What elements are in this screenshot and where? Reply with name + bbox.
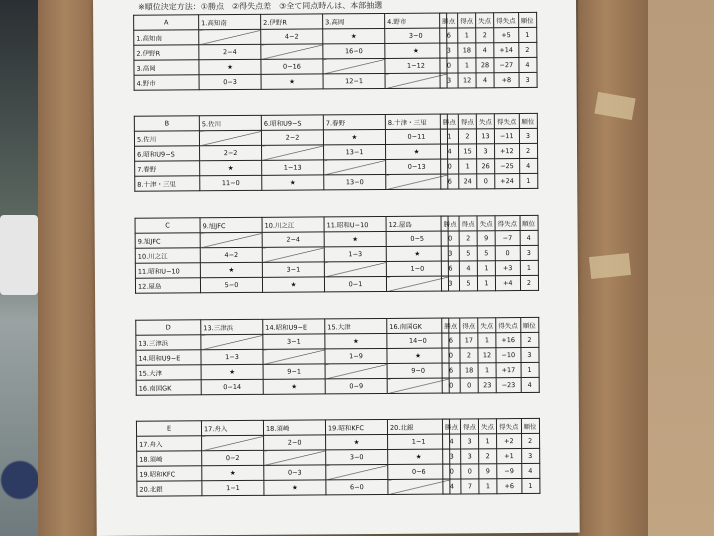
match-table bbox=[134, 114, 449, 192]
standings-cell: −9 bbox=[497, 464, 522, 479]
standings-cell: +1 bbox=[497, 449, 522, 464]
score-cell: ★ bbox=[386, 144, 448, 159]
score-cell: 12−1 bbox=[323, 73, 385, 88]
score-cell: 13−1 bbox=[324, 144, 386, 159]
team-row-label: 11.昭和U−10 bbox=[135, 263, 200, 278]
group-label: D bbox=[136, 320, 201, 335]
diagonal-cell bbox=[261, 44, 323, 59]
standings-table bbox=[440, 113, 538, 190]
standings-cell: +8 bbox=[494, 73, 519, 88]
standings-cell: 2 bbox=[459, 231, 477, 246]
score-cell: 0−3 bbox=[199, 74, 261, 89]
standings-cell: 12 bbox=[478, 348, 496, 363]
team-column-header: 17.舟入 bbox=[201, 420, 263, 435]
team-column-header: 12.屋島 bbox=[386, 216, 448, 231]
standings-header: 得点 bbox=[460, 419, 478, 434]
standings-cell: 1 bbox=[440, 129, 458, 144]
team-row-label: 19.昭和KFC bbox=[137, 466, 202, 481]
group-label: E bbox=[136, 421, 201, 436]
score-cell: 1−13 bbox=[262, 160, 324, 175]
score-cell: ★ bbox=[201, 364, 263, 379]
standings-header: 勝点 bbox=[440, 114, 458, 129]
standings-cell: 3 bbox=[520, 347, 538, 362]
standings-header: 失点 bbox=[478, 419, 496, 434]
standings-cell: 3 bbox=[461, 449, 479, 464]
standings-cell: 3 bbox=[443, 449, 461, 464]
team-row-label: 2.伊野R bbox=[134, 45, 199, 60]
score-cell: 13−0 bbox=[324, 174, 386, 189]
score-cell: ★ bbox=[202, 465, 264, 480]
score-cell: ★ bbox=[324, 231, 386, 246]
score-cell: ★ bbox=[326, 434, 388, 449]
score-cell: 1−9 bbox=[325, 348, 387, 363]
score-cell: 2−2 bbox=[200, 145, 262, 160]
standings-cell: −23 bbox=[496, 378, 521, 393]
standings-header: 得点 bbox=[458, 114, 476, 129]
standings-cell: +2 bbox=[497, 434, 522, 449]
standings-cell: 4 bbox=[518, 57, 536, 72]
standings-cell: 0 bbox=[495, 246, 520, 261]
standings-cell: 4 bbox=[476, 73, 494, 88]
standings-cell: 1 bbox=[519, 173, 537, 188]
team-row-label: 5.佐川 bbox=[134, 131, 199, 146]
diagonal-cell bbox=[199, 130, 261, 145]
standings-cell: 23 bbox=[478, 378, 496, 393]
standings-cell: +12 bbox=[495, 144, 520, 159]
standings-header: 順位 bbox=[518, 12, 536, 27]
score-cell: ★ bbox=[323, 129, 385, 144]
score-cell: ★ bbox=[264, 480, 326, 495]
standings-cell: +4 bbox=[495, 276, 520, 291]
team-row-label: 4.野市 bbox=[134, 75, 199, 90]
standings-cell: 15 bbox=[459, 144, 477, 159]
score-cell: 3−1 bbox=[262, 262, 324, 277]
standings-header: 順位 bbox=[520, 215, 538, 230]
standings-cell: 4 bbox=[519, 158, 537, 173]
standings-table bbox=[442, 418, 540, 495]
team-column-header: 10.川之江 bbox=[262, 217, 324, 232]
standings-cell: 0 bbox=[460, 378, 478, 393]
score-cell: 0−11 bbox=[385, 129, 447, 144]
standings-cell: 3 bbox=[441, 276, 459, 291]
standings-cell: 6 bbox=[441, 174, 459, 189]
standings-header: 順位 bbox=[520, 317, 538, 332]
group-label: A bbox=[134, 15, 199, 30]
standings-cell: 0 bbox=[442, 348, 460, 363]
standings-header: 失点 bbox=[476, 114, 494, 129]
score-cell: 2−4 bbox=[262, 232, 324, 247]
standings-cell: −10 bbox=[496, 348, 521, 363]
score-cell: 0−2 bbox=[202, 450, 264, 465]
standings-header: 得失点 bbox=[496, 318, 521, 333]
standings-header: 失点 bbox=[478, 318, 496, 333]
standings-header: 得失点 bbox=[496, 419, 521, 434]
standings-cell: 1 bbox=[459, 159, 477, 174]
diagonal-cell bbox=[264, 450, 326, 465]
diagonal-cell bbox=[263, 349, 325, 364]
standings-cell: 2 bbox=[458, 129, 476, 144]
standings-cell: 13 bbox=[476, 129, 494, 144]
standings-cell: 17 bbox=[460, 333, 478, 348]
standings-cell: 28 bbox=[476, 58, 494, 73]
standings-cell: 1 bbox=[521, 362, 539, 377]
score-cell: 6−0 bbox=[326, 479, 388, 494]
group-section bbox=[135, 216, 536, 294]
match-table bbox=[133, 13, 448, 91]
score-cell: 3−1 bbox=[263, 334, 325, 349]
score-cell: 0−9 bbox=[325, 378, 387, 393]
standings-cell: +6 bbox=[497, 479, 522, 494]
score-cell: 0−16 bbox=[261, 59, 323, 74]
standings-cell: 2 bbox=[520, 275, 538, 290]
team-row-label: 16.南国GK bbox=[136, 380, 201, 395]
match-table bbox=[136, 419, 451, 497]
standings-cell: 2 bbox=[460, 348, 478, 363]
team-row-label: 6.昭和U9−S bbox=[135, 146, 200, 161]
team-column-header: 1.高知南 bbox=[199, 14, 261, 29]
standings-cell: −7 bbox=[495, 231, 520, 246]
standings-cell: 9 bbox=[479, 464, 497, 479]
score-cell: 0−14 bbox=[201, 379, 263, 394]
score-cell: 1−1 bbox=[388, 434, 450, 449]
standings-cell: 4 bbox=[476, 43, 494, 58]
group-section bbox=[135, 318, 536, 396]
group-label: B bbox=[134, 116, 199, 131]
standings-cell: 6 bbox=[441, 261, 459, 276]
score-cell: 2−0 bbox=[264, 435, 326, 450]
score-cell: 4−2 bbox=[200, 247, 262, 262]
standings-cell: 3 bbox=[519, 72, 537, 87]
standings-cell: 1 bbox=[520, 260, 538, 275]
score-cell: ★ bbox=[387, 348, 449, 363]
score-cell: 1−12 bbox=[385, 58, 447, 73]
score-cell: 0−5 bbox=[386, 231, 448, 246]
score-cell: ★ bbox=[200, 262, 262, 277]
score-cell: ★ bbox=[199, 59, 261, 74]
diagonal-cell bbox=[325, 363, 387, 378]
bracket-sheet bbox=[93, 0, 580, 536]
standings-header: 勝点 bbox=[442, 419, 460, 434]
standings-cell: +14 bbox=[494, 43, 519, 58]
parked-car bbox=[0, 215, 38, 295]
score-cell: 0−3 bbox=[264, 465, 326, 480]
group-section bbox=[133, 13, 534, 91]
standings-cell: 2 bbox=[518, 42, 536, 57]
team-column-header: 11.昭和U−10 bbox=[324, 216, 386, 231]
standings-header: 順位 bbox=[519, 113, 537, 128]
standings-cell: 0 bbox=[461, 464, 479, 479]
standings-cell: 1 bbox=[477, 261, 495, 276]
standings-cell: 1 bbox=[479, 479, 497, 494]
diagonal-cell bbox=[386, 174, 448, 189]
score-cell: 16−0 bbox=[323, 43, 385, 58]
standings-table bbox=[441, 215, 539, 292]
standings-cell: 0 bbox=[442, 378, 460, 393]
team-column-header: 19.昭和KFC bbox=[325, 419, 387, 434]
standings-cell: 0 bbox=[441, 231, 459, 246]
standings-header: 得点 bbox=[459, 216, 477, 231]
standings-cell: −25 bbox=[495, 159, 520, 174]
standings-header: 得点 bbox=[460, 318, 478, 333]
diagonal-cell bbox=[262, 145, 324, 160]
standings-cell: 1 bbox=[458, 58, 476, 73]
standings-cell: 2 bbox=[476, 28, 494, 43]
team-column-header: 16.南国GK bbox=[387, 318, 449, 333]
standings-cell: 18 bbox=[458, 43, 476, 58]
score-cell: ★ bbox=[263, 379, 325, 394]
team-column-header: 9.旭JFC bbox=[200, 217, 262, 232]
standings-header: 勝点 bbox=[442, 318, 460, 333]
standings-cell: 3 bbox=[521, 448, 539, 463]
standings-cell: 1 bbox=[518, 27, 536, 42]
score-cell: 1−0 bbox=[386, 261, 448, 276]
standings-cell: −27 bbox=[494, 58, 519, 73]
team-row-label: 13.三津浜 bbox=[136, 335, 201, 350]
standings-cell: 3 bbox=[440, 73, 458, 88]
standings-cell: 5 bbox=[477, 246, 495, 261]
score-cell: 2−4 bbox=[199, 44, 261, 59]
score-cell: ★ bbox=[386, 246, 448, 261]
standings-cell: 2 bbox=[519, 143, 537, 158]
team-column-header: 6.昭和U9−S bbox=[261, 115, 323, 130]
team-row-label: 9.旭JFC bbox=[135, 233, 200, 248]
standings-header: 得失点 bbox=[494, 114, 519, 129]
standings-cell: 3 bbox=[441, 246, 459, 261]
standings-cell: 3 bbox=[440, 43, 458, 58]
standings-cell: 4 bbox=[459, 261, 477, 276]
standings-cell: 2 bbox=[521, 433, 539, 448]
standings-cell: 4 bbox=[520, 230, 538, 245]
group-section bbox=[136, 419, 537, 497]
score-cell: 0−13 bbox=[386, 159, 448, 174]
diagonal-cell bbox=[262, 247, 324, 262]
score-cell: ★ bbox=[262, 175, 324, 190]
score-cell: ★ bbox=[388, 449, 450, 464]
score-cell: 14−0 bbox=[387, 333, 449, 348]
standings-cell: 3 bbox=[520, 245, 538, 260]
standings-header: 得点 bbox=[458, 13, 476, 28]
diagonal-cell bbox=[201, 334, 263, 349]
group-section bbox=[134, 114, 535, 192]
standings-cell: 6 bbox=[440, 28, 458, 43]
standings-header: 順位 bbox=[521, 418, 539, 433]
team-row-label: 12.屋島 bbox=[135, 278, 200, 293]
standings-header: 勝点 bbox=[440, 13, 458, 28]
standings-cell: 0 bbox=[477, 174, 495, 189]
standings-table bbox=[441, 317, 539, 394]
standings-cell: 0 bbox=[441, 159, 459, 174]
diagonal-cell bbox=[200, 232, 262, 247]
score-cell: 11−0 bbox=[200, 175, 262, 190]
standings-cell: 1 bbox=[479, 434, 497, 449]
score-cell: 3−0 bbox=[326, 449, 388, 464]
standings-cell: 5 bbox=[459, 246, 477, 261]
diagonal-cell bbox=[202, 435, 264, 450]
match-table bbox=[135, 216, 450, 294]
diagonal-cell bbox=[388, 479, 450, 494]
standings-cell: +17 bbox=[496, 363, 521, 378]
group-label: C bbox=[135, 218, 200, 233]
team-column-header: 3.高岡 bbox=[323, 13, 385, 28]
standings-cell: 12 bbox=[458, 73, 476, 88]
score-cell: 1−3 bbox=[324, 246, 386, 261]
score-cell: 2−2 bbox=[261, 130, 323, 145]
standings-header: 失点 bbox=[477, 216, 495, 231]
standings-cell: 24 bbox=[459, 174, 477, 189]
standings-cell: 0 bbox=[443, 464, 461, 479]
score-cell: 9−0 bbox=[387, 363, 449, 378]
standings-header: 勝点 bbox=[441, 216, 459, 231]
standings-header: 失点 bbox=[476, 13, 494, 28]
score-cell: 1−3 bbox=[201, 349, 263, 364]
team-column-header: 20.北銀 bbox=[387, 419, 449, 434]
standings-cell: +3 bbox=[495, 261, 520, 276]
diagonal-cell bbox=[199, 29, 261, 44]
standings-cell: 1 bbox=[458, 28, 476, 43]
team-column-header: 5.佐川 bbox=[199, 115, 261, 130]
standings-cell: 3 bbox=[519, 128, 537, 143]
standings-cell: 3 bbox=[477, 144, 495, 159]
score-cell: 4−2 bbox=[261, 29, 323, 44]
standings-header: 得失点 bbox=[494, 13, 519, 28]
standings-cell: 26 bbox=[477, 159, 495, 174]
score-cell: ★ bbox=[325, 333, 387, 348]
team-row-label: 1.高知南 bbox=[134, 30, 199, 45]
standings-cell: −11 bbox=[494, 129, 519, 144]
standings-cell: 6 bbox=[442, 333, 460, 348]
standings-cell: +24 bbox=[495, 174, 520, 189]
team-row-label: 3.高岡 bbox=[134, 60, 199, 75]
standings-header: 得失点 bbox=[495, 216, 520, 231]
diagonal-cell bbox=[387, 378, 449, 393]
standings-cell: 4 bbox=[521, 463, 539, 478]
standings-cell: 2 bbox=[479, 449, 497, 464]
team-column-header: 4.野市 bbox=[385, 13, 447, 28]
diagonal-cell bbox=[324, 159, 386, 174]
standings-cell: 7 bbox=[461, 479, 479, 494]
diagonal-cell bbox=[386, 276, 448, 291]
standings-cell: 0 bbox=[440, 58, 458, 73]
standings-cell: 18 bbox=[460, 363, 478, 378]
score-cell: 3−0 bbox=[385, 28, 447, 43]
team-row-label: 8.十津・三里 bbox=[135, 176, 200, 191]
ranking-rule-note: ※順位決定方法：①勝点 ②得失点差 ③全て同点時んは、本部抽選 bbox=[138, 0, 383, 12]
team-row-label: 7.春野 bbox=[135, 161, 200, 176]
diagonal-cell bbox=[324, 261, 386, 276]
standings-cell: 1 bbox=[521, 478, 539, 493]
team-column-header: 14.昭和U9−E bbox=[263, 319, 325, 334]
match-table bbox=[135, 318, 450, 396]
score-cell: 9−1 bbox=[263, 364, 325, 379]
team-column-header: 8.十津・三里 bbox=[385, 114, 447, 129]
team-row-label: 20.北銀 bbox=[137, 481, 202, 496]
team-row-label: 14.昭和U9−E bbox=[136, 350, 201, 365]
team-row-label: 17.舟入 bbox=[137, 436, 202, 451]
standings-cell: 6 bbox=[442, 363, 460, 378]
standings-cell: 3 bbox=[461, 434, 479, 449]
standings-cell: 2 bbox=[520, 332, 538, 347]
score-cell: 0−1 bbox=[324, 276, 386, 291]
standings-cell: +16 bbox=[496, 333, 521, 348]
team-row-label: 15.大津 bbox=[136, 365, 201, 380]
score-cell: ★ bbox=[200, 160, 262, 175]
standings-cell: 5 bbox=[459, 276, 477, 291]
team-column-header: 18.須崎 bbox=[263, 420, 325, 435]
score-cell: ★ bbox=[385, 43, 447, 58]
standings-cell: 4 bbox=[441, 144, 459, 159]
team-column-header: 2.伊野R bbox=[261, 14, 323, 29]
score-cell: 0−6 bbox=[388, 464, 450, 479]
score-cell: ★ bbox=[323, 28, 385, 43]
team-column-header: 13.三津浜 bbox=[201, 319, 263, 334]
team-column-header: 15.大津 bbox=[325, 318, 387, 333]
diagonal-cell bbox=[326, 464, 388, 479]
standings-cell: 4 bbox=[443, 434, 461, 449]
standings-cell: 1 bbox=[478, 363, 496, 378]
tape-strip bbox=[589, 253, 631, 279]
team-row-label: 10.川之江 bbox=[135, 248, 200, 263]
standings-cell: 1 bbox=[477, 276, 495, 291]
standings-cell: 4 bbox=[443, 479, 461, 494]
standings-cell: +5 bbox=[494, 28, 519, 43]
score-cell: ★ bbox=[261, 74, 323, 89]
standings-cell: 4 bbox=[521, 377, 539, 392]
team-row-label: 18.須崎 bbox=[137, 451, 202, 466]
score-cell: 1−1 bbox=[202, 480, 264, 495]
standings-table bbox=[439, 12, 537, 89]
diagonal-cell bbox=[385, 73, 447, 88]
standings-cell: 9 bbox=[477, 231, 495, 246]
team-column-header: 7.春野 bbox=[323, 114, 385, 129]
score-cell: ★ bbox=[262, 277, 324, 292]
score-cell: 5−0 bbox=[200, 277, 262, 292]
diagonal-cell bbox=[323, 58, 385, 73]
standings-cell: 1 bbox=[478, 333, 496, 348]
